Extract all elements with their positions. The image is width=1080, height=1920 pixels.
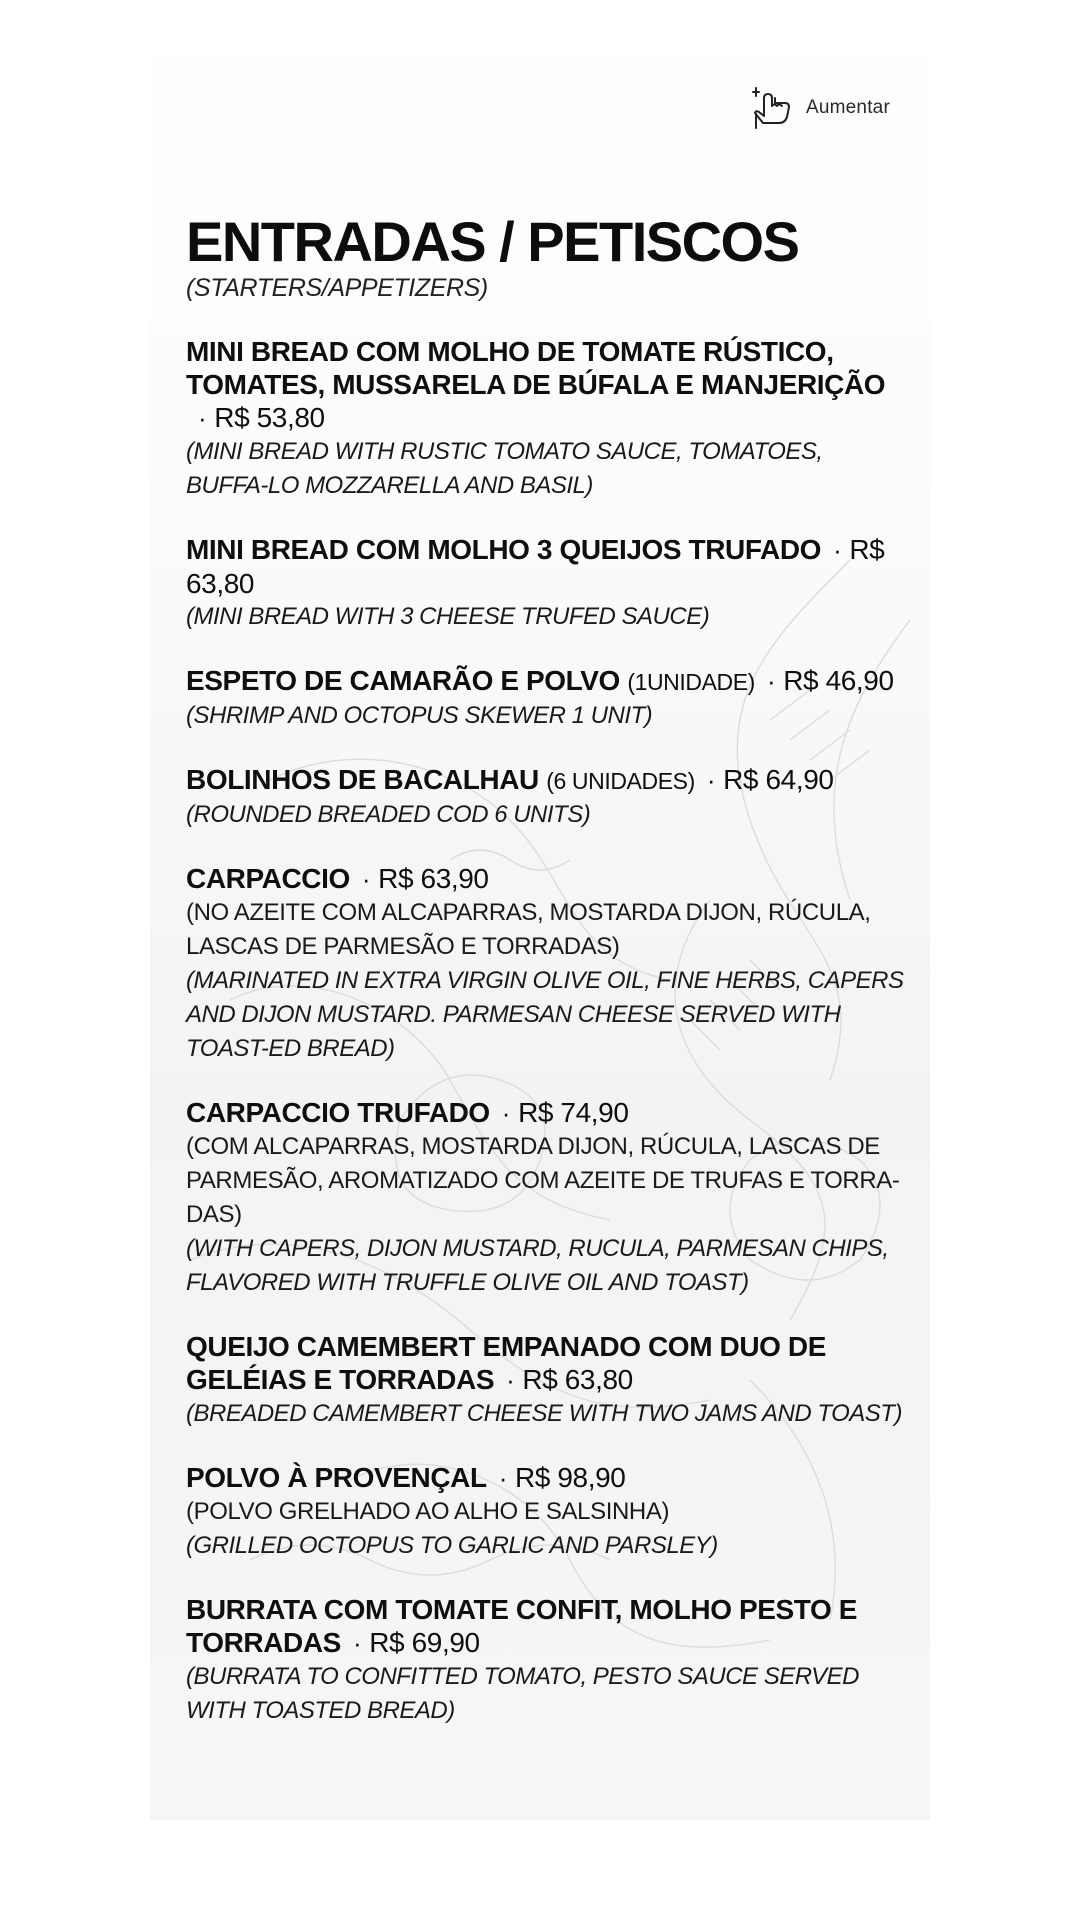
item-translation: (GRILLED OCTOPUS TO GARLIC AND PARSLEY) — [186, 1532, 718, 1559]
item-translation: (WITH CAPERS, DIJON MUSTARD, RUCULA, PARMESAN CHIPS, FLAVORED WITH TRUFFLE OLIVE OIL AND TOAST) — [186, 1235, 889, 1296]
item-name: MINI BREAD COM MOLHO 3 QUEIJOS TRUFADO — [186, 534, 822, 565]
menu-item — [186, 1593, 906, 1728]
menu-item — [186, 862, 906, 1066]
item-name: ESPETO DE CAMARÃO E POLVO — [186, 665, 620, 696]
bullet-separator: · — [766, 666, 776, 696]
section-title: ENTRADAS / PETISCOS — [186, 210, 799, 273]
menu-item — [186, 533, 906, 634]
item-translation: (MARINATED IN EXTRA VIRGIN OLIVE OIL, FINE HERBS, CAPERS AND DIJON MUSTARD. PARMESAN CHEESE SERVED WITH TOAST-ED BREAD) — [186, 967, 904, 1062]
bullet-separator: · — [506, 1365, 515, 1395]
item-price: R$ 98,90 — [514, 1462, 626, 1493]
zoom-in-button[interactable] — [752, 84, 890, 132]
item-name: BURRATA COM TOMATE CONFIT, MOLHO PESTO E TORRADAS — [186, 1594, 858, 1658]
menu-item — [186, 1461, 906, 1563]
bullet-separator: · — [361, 864, 371, 894]
item-quantity: (1UNIDADE) — [627, 669, 755, 695]
item-translation: (SHRIMP AND OCTOPUS SKEWER 1 UNIT) — [186, 702, 653, 729]
item-translation: (BURRATA TO CONFITTED TOMATO, PESTO SAUCE SERVED WITH TOASTED BREAD) — [186, 1663, 859, 1724]
menu-item — [186, 1096, 906, 1300]
item-price: R$ 63,80 — [522, 1364, 633, 1395]
item-price: R$ 63,90 — [378, 863, 489, 894]
item-description: (POLVO GRELHADO AO ALHO E SALSINHA) — [186, 1498, 670, 1525]
item-price: R$ 63,80 — [186, 534, 885, 599]
bullet-separator: · — [706, 765, 716, 795]
menu-item — [186, 335, 906, 503]
bullet-separator: · — [501, 1098, 511, 1128]
item-price: R$ 53,80 — [214, 402, 325, 433]
item-name: CARPACCIO — [186, 863, 350, 894]
item-name: QUEIJO CAMEMBERT EMPANADO COM DUO DE GELÉIAS E TORRADAS — [186, 1331, 826, 1395]
item-price: R$ 74,90 — [518, 1097, 629, 1128]
zoom-in-label: Aumentar — [806, 97, 890, 118]
item-description: (NO AZEITE COM ALCAPARRAS, MOSTARDA DIJON, RÚCULA, LASCAS DE PARMESÃO E TORRADAS) — [186, 899, 871, 960]
item-price: R$ 64,90 — [723, 764, 834, 795]
item-translation: (BREADED CAMEMBERT CHEESE WITH TWO JAMS AND TOAST) — [186, 1400, 902, 1427]
item-description: (COM ALCAPARRAS, MOSTARDA DIJON, RÚCULA, LASCAS DE PARMESÃO, AROMATIZADO COM AZEITE DE TRUFAS E TORRA-DAS) — [186, 1133, 900, 1228]
bullet-separator: · — [352, 1628, 362, 1658]
menu-item — [186, 763, 906, 832]
item-name: POLVO À PROVENÇAL — [186, 1462, 487, 1493]
menu-item — [186, 664, 906, 733]
hand-pointer-icon — [752, 84, 794, 132]
menu-section — [186, 212, 906, 1758]
item-price: R$ 46,90 — [783, 665, 894, 696]
menu-item — [186, 1330, 906, 1431]
item-name: BOLINHOS DE BACALHAU — [186, 764, 539, 795]
item-quantity: (6 UNIDADES) — [546, 768, 695, 794]
bullet-separator: · — [833, 535, 842, 565]
item-translation: (ROUNDED BREADED COD 6 UNITS) — [186, 801, 591, 828]
item-translation: (MINI BREAD WITH 3 CHEESE TRUFED SAUCE) — [186, 603, 710, 630]
bullet-separator: · — [198, 403, 207, 433]
item-name: CARPACCIO TRUFADO — [186, 1097, 490, 1128]
item-price: R$ 69,90 — [369, 1627, 480, 1658]
item-translation: (MINI BREAD WITH RUSTIC TOMATO SAUCE, TOMATOES, BUFFA-LO MOZZARELLA AND BASIL) — [186, 438, 823, 499]
section-subtitle: (STARTERS/APPETIZERS) — [186, 274, 488, 302]
bullet-separator: · — [498, 1463, 507, 1493]
item-name: MINI BREAD COM MOLHO DE TOMATE RÚSTICO, TOMATES, MUSSARELA DE BÚFALA E MANJERIÇÃO — [186, 336, 886, 400]
